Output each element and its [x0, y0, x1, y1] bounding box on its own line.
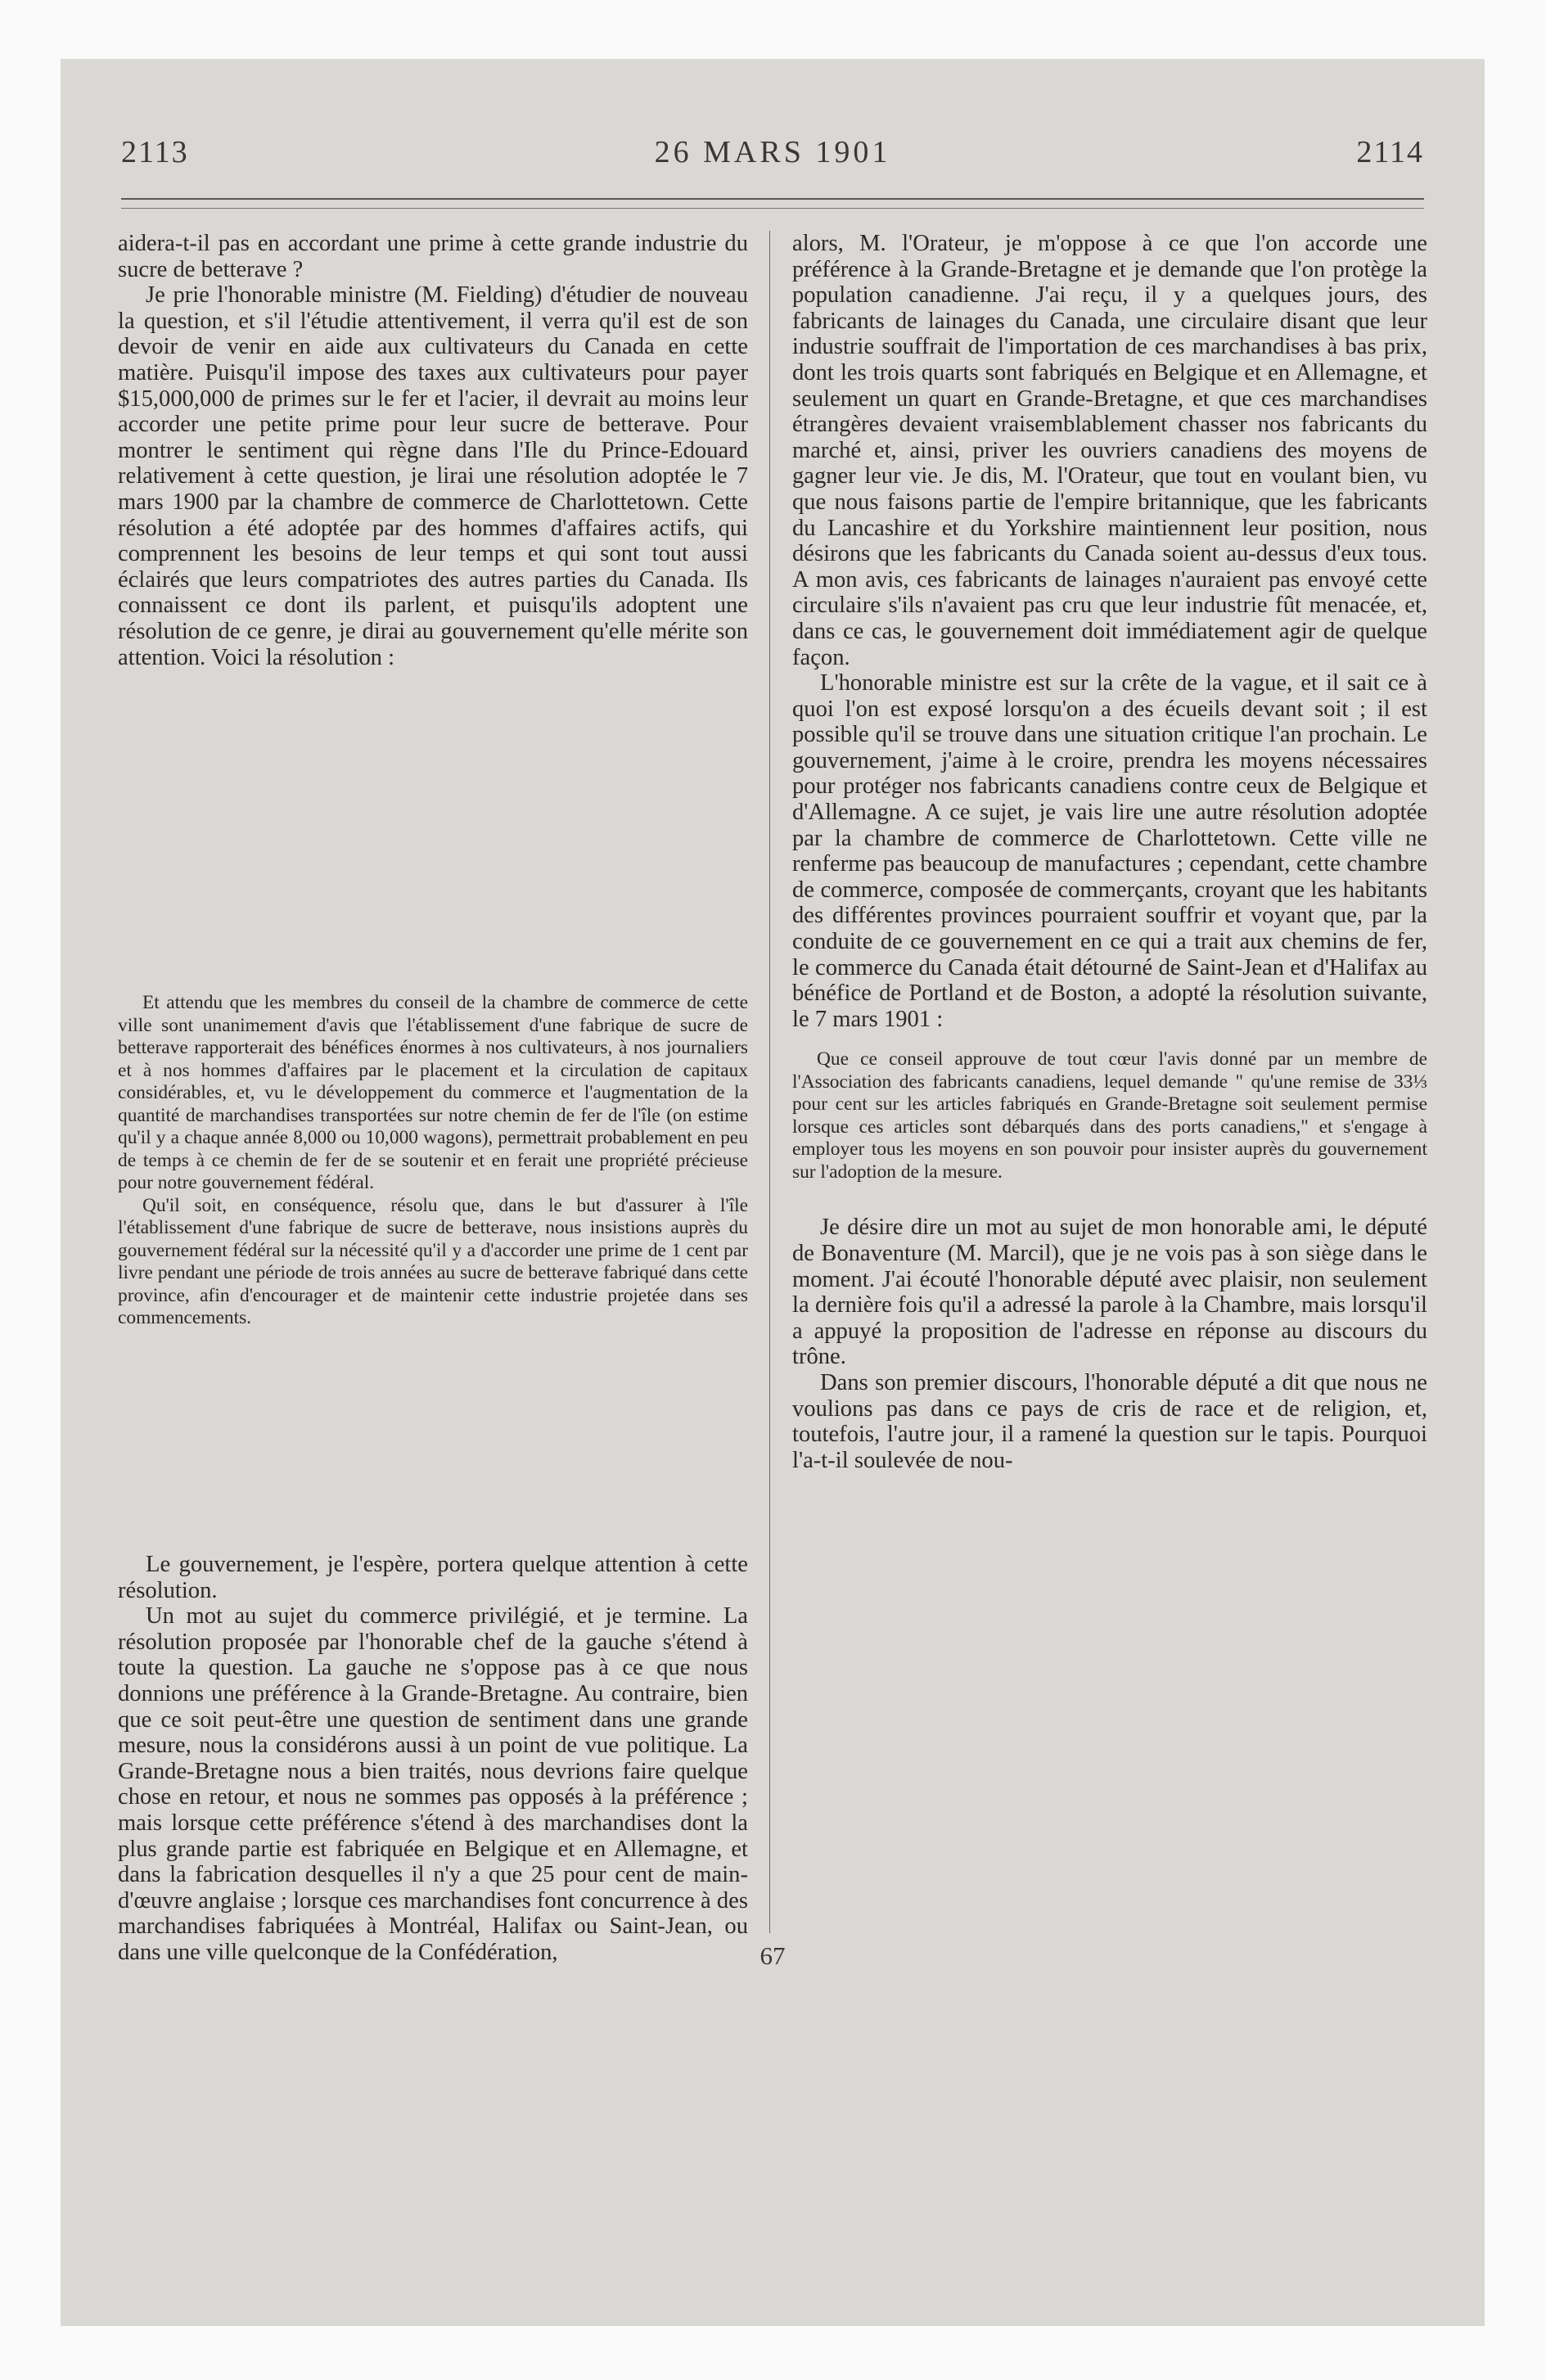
quote-paragraph: Et attendu que les membres du conseil de la chambre de commerce de cette ville sont unanimement d'avis que l'établissement d'une fabrique de sucre de betterave rapporterait des bénéfices énormes à nos cultivateurs, à nos journaliers et à nos hommes d'affaires par le placement et la circulation de capitaux considérables, et, vu le développement du commerce et l'augmentation de la quantité de marchandises transportées sur notre chemin de fer de l'île (on estime qu'il y a chaque année 8,000 ou 10,000 wagons), permettrait probablement en peu de temps à ce chemin de fer de se soutenir et en ferait une propriété précieuse pour notre gouvernement fédéral.	[118, 992, 748, 1193]
paragraph: alors, M. l'Orateur, je m'oppose à ce que l'on accorde une préférence à la Grande-Bretagne et je demande que l'on protège la population canadienne. J'ai reçu, il y a quelques jours, des fabricants de lainages du Canada, une circulaire disant que leur industrie souffrait de l'importation de ces marchandises à bas prix, dont les trois quarts sont fabriqués en Belgique et en Allemagne, et seulement un quart en Grande-Bretagne, et que ces marchandises étrangères devaient vraisemblablement chasser nos fabricants du marché et, ainsi, priver les ouvriers canadiens des moyens de gagner leur vie. Je dis, M. l'Orateur, que tout en voulant bien, vu que nous faisons partie de l'empire britannique, que les fabricants du Lancashire et du Yorkshire maintiennent leur position, nous désirons que les fabricants du Canada soient au-dessus d'eux tous. A mon avis, ces fabricants de lainages n'auraient pas envoyé cette circulaire s'ils n'avaient pas cru que leur industrie fût menacée, et, dans ce cas, le gouvernement doit immédiatement agir de quelque façon.	[792, 231, 1427, 670]
right-body-section-2	[792, 1215, 1427, 1473]
paragraph: Le gouvernement, je l'espère, portera quelque attention à cette résolution.	[118, 1552, 748, 1603]
paragraph: Je désire dire un mot au sujet de mon honorable ami, le député de Bonaventure (M. Marcil), que je ne vois pas à son siège dans le moment. J'ai écouté l'honorable député avec plaisir, non seulement la dernière fois qu'il a adressé la parole à la Chambre, mais lorsqu'il a appuyé la proposition de l'adresse en réponse au discours du trône.	[792, 1215, 1427, 1370]
right-column	[792, 231, 1427, 1473]
page-sheet	[61, 59, 1485, 2326]
page-date-header: 26 MARS 1901	[654, 135, 891, 169]
paragraph: aidera-t-il pas en accordant une prime à cette grande industrie du sucre de betterave ?	[118, 231, 748, 282]
header-rule-top	[121, 198, 1424, 200]
header-rule-bottom	[121, 208, 1424, 209]
left-quoted-resolution	[118, 992, 748, 1524]
column-divider	[769, 231, 770, 1933]
left-body-section-2	[118, 1552, 748, 1966]
paragraph: Dans son premier discours, l'honorable député a dit que nous ne voulions pas dans ce pays de cris de race et de religion, et, toutefois, l'autre jour, il a ramené la question sur le tapis. Pourquoi l'a-t-il soulevée de nou-	[792, 1369, 1427, 1473]
page-number-right: 2114	[1356, 135, 1424, 169]
right-quoted-resolution	[792, 1048, 1427, 1183]
page-footer-number: 67	[759, 1941, 786, 1970]
left-body-section-1	[118, 231, 748, 984]
page-number-left: 2113	[121, 135, 189, 169]
quote-paragraph: Que ce conseil approuve de tout cœur l'avis donné par un membre de l'Association des fabricants canadiens, lequel demande " qu'une remise de 33⅓ pour cent sur les articles fabriqués en Grande-Bretagne soit seulement permise lorsque ces articles sont débarqués dans des ports canadiens," et s'engage à employer tous les moyens en son pouvoir pour insister auprès du gouvernement sur l'adoption de la mesure.	[792, 1048, 1427, 1183]
paragraph: Je prie l'honorable ministre (M. Fielding) d'étudier de nouveau la question, et s'il l'étudie attentivement, il verra qu'il est de son devoir de venir en aide aux cultivateurs du Canada en cette matière. Puisqu'il impose des taxes aux cultivateurs pour payer $15,000,000 de primes sur le fer et l'acier, il devrait au moins leur accorder une petite prime pour leur sucre de betterave. Pour montrer le sentiment qui règne dans l'Ile du Prince-Edouard relativement à cette question, je lirai une résolution adoptée le 7 mars 1900 par la chambre de commerce de Charlottetown. Cette résolution a été adoptée par des hommes d'affaires actifs, qui comprennent les besoins de leur temps et qui sont tout aussi éclairés que leurs compatriotes des autres parties du Canada. Ils connaissent ce dont ils parlent, et puisqu'ils adoptent une résolution de ce genre, je dirai au gouvernement qu'elle mérite son attention. Voici la résolution :	[118, 282, 748, 670]
paragraph: Un mot au sujet du commerce privilégié, et je termine. La résolution proposée par l'honorable chef de la gauche s'étend à toute la question. La gauche ne s'oppose pas à ce que nous donnions une préférence à la Grande-Bretagne. Au contraire, bien que ce soit peut-être une question de sentiment dans une grande mesure, nous la considérons aussi à un point de vue politique. La Grande-Bretagne nous a bien traités, nous devrions faire quelque chose en retour, et nous ne sommes pas opposés à la préférence ; mais lorsque cette préférence s'étend à des marchandises dont la plus grande partie est fabriquée en Belgique et en Allemagne, et dans la fabrication desquelles il n'y a que 25 pour cent de main-d'œuvre anglaise ; lorsque ces marchandises font concurrence à des marchandises fabriquées à Montréal, Halifax ou Saint-Jean, ou dans une ville quelconque de la Confédération,	[118, 1603, 748, 1965]
paragraph: L'honorable ministre est sur la crête de la vague, et il sait ce à quoi l'on est exposé lorsqu'on a des écueils devant soit ; il est possible qu'il se trouve dans une situation critique l'an prochain. Le gouvernement, j'aime à le croire, prendra les moyens nécessaires pour protéger nos fabricants canadiens contre ceux de Belgique et d'Allemagne. A ce sujet, je vais lire une autre résolution adoptée par la chambre de commerce de Charlottetown. Cette ville ne renferme pas beaucoup de manufactures ; cependant, cette chambre de commerce, composée de commerçants, croyant que les habitants des différentes provinces pourraient souffrir et voyant que, par la conduite de ce gouvernement en ce qui a trait aux chemins de fer, le commerce du Canada était détourné de Saint-Jean et d'Halifax au bénéfice de Portland et de Boston, a adopté la résolution suivante, le 7 mars 1901 :	[792, 670, 1427, 1032]
left-column	[118, 231, 748, 1966]
quote-paragraph: Qu'il soit, en conséquence, résolu que, dans le but d'assurer à l'île l'établissement d'une fabrique de sucre de betterave, nous insistions auprès du gouvernement fédéral sur la nécessité qu'il y a d'accorder une prime de 1 cent par livre pendant une période de trois années au sucre de betterave fabriqué dans cette province, afin d'encourager et de maintenir cette industrie projetée dans ses commencements.	[118, 1194, 748, 1328]
right-body-section-1	[792, 231, 1427, 1032]
